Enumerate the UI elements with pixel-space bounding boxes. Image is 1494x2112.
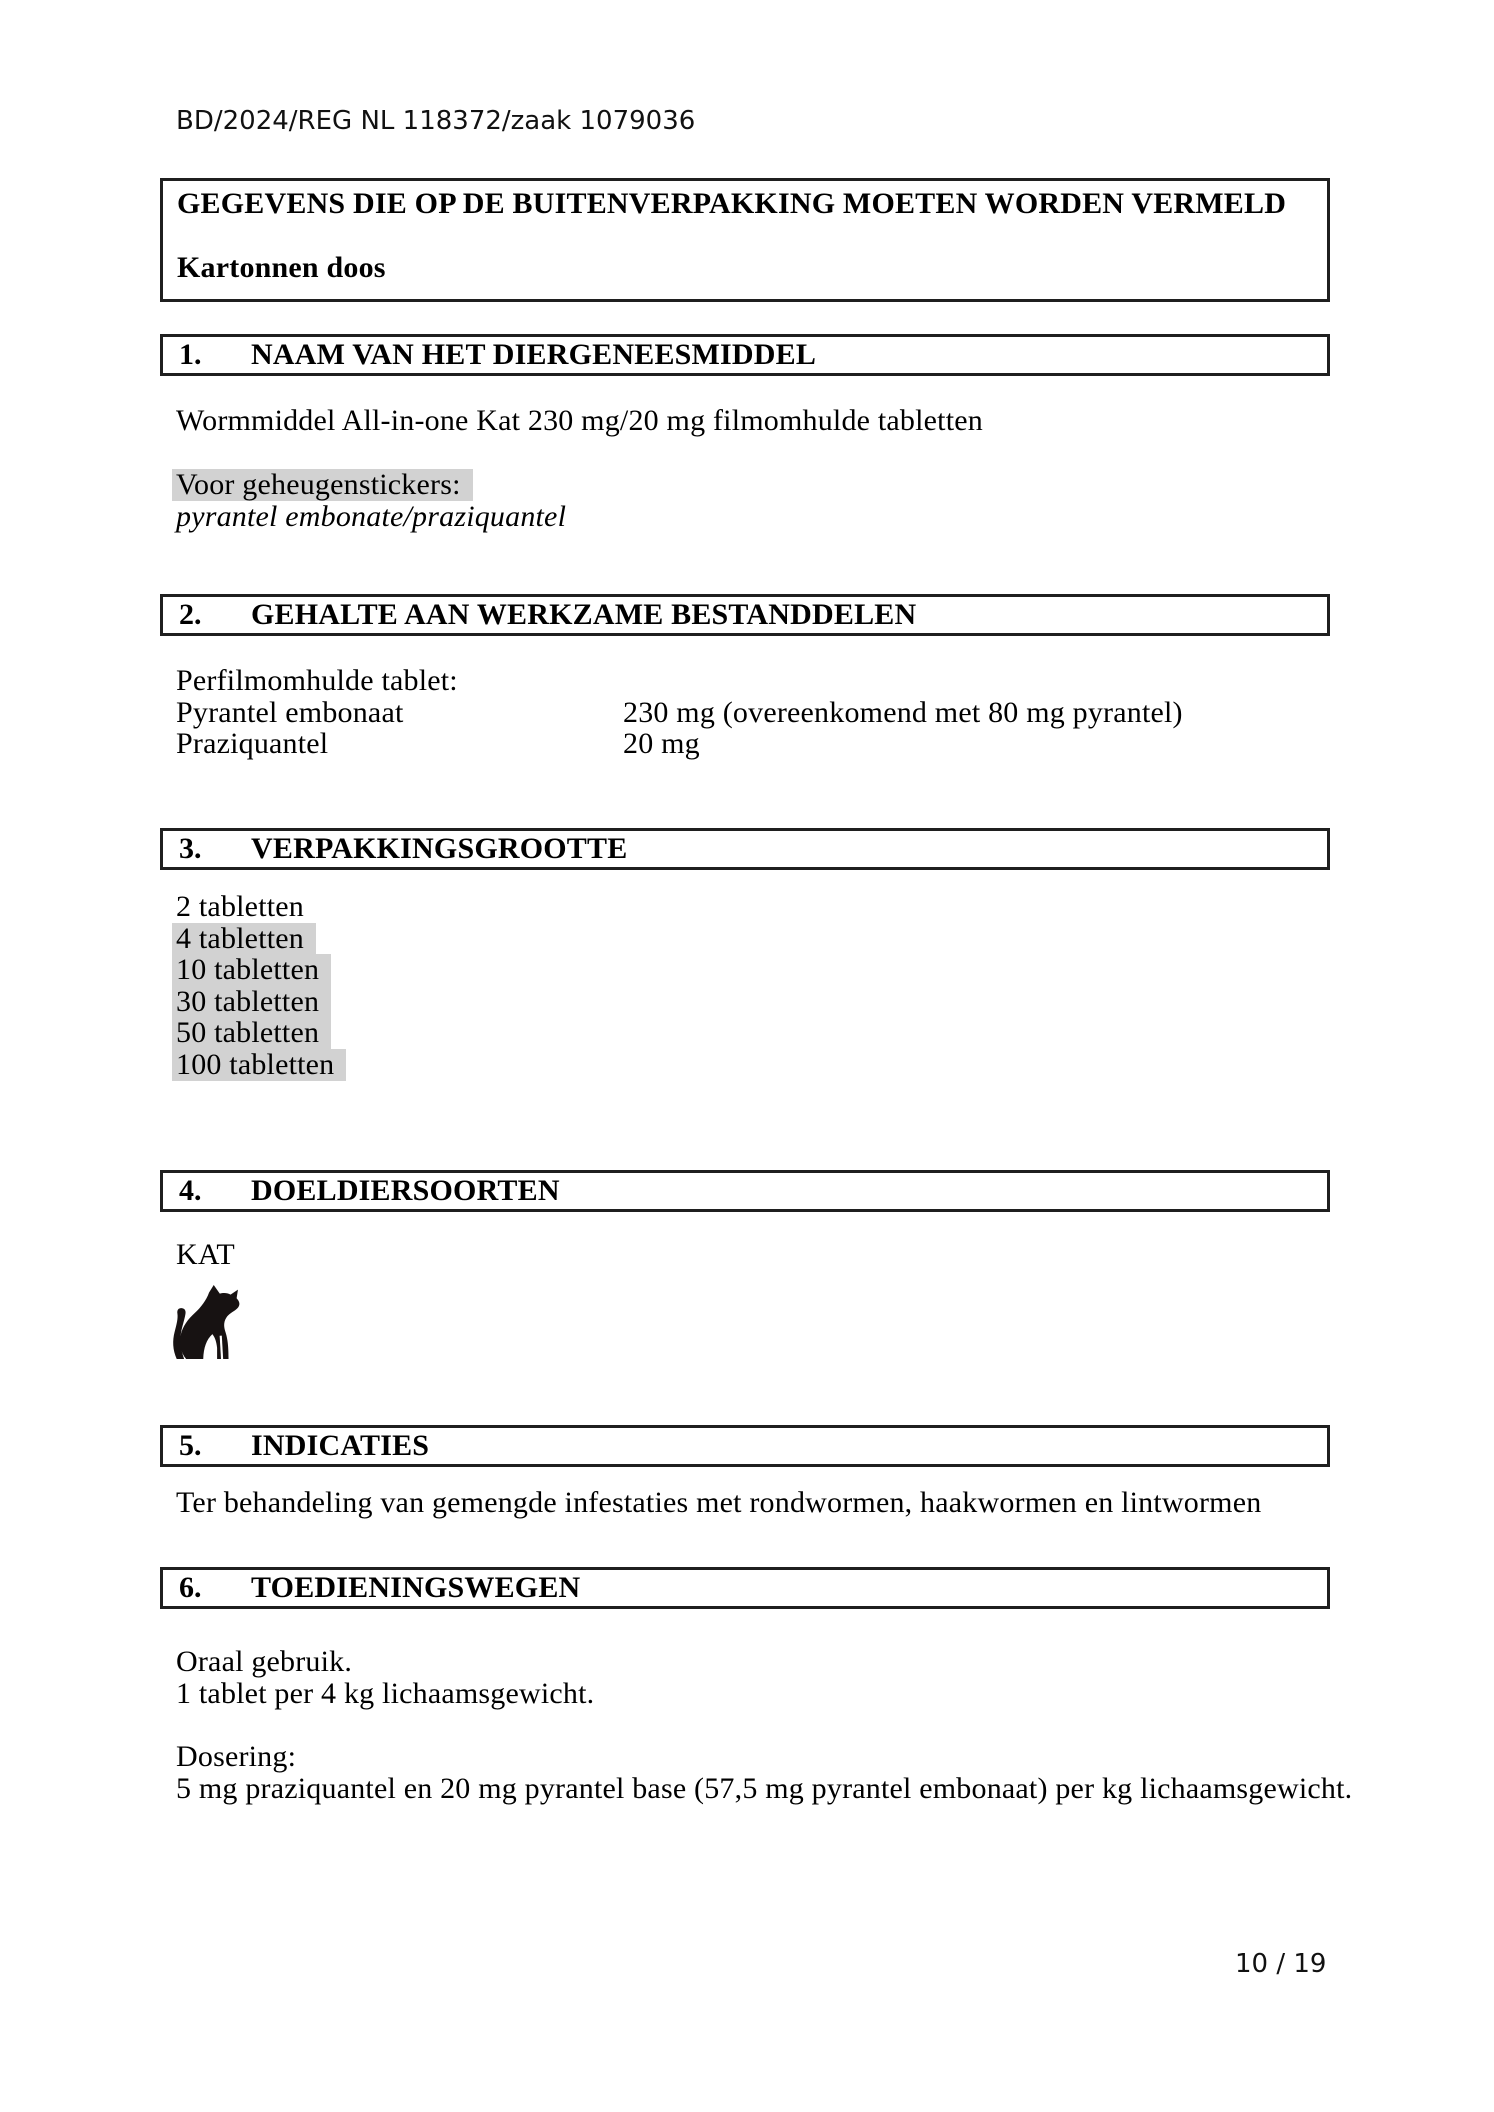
page-number: 10 / 19 (1235, 1949, 1327, 1979)
administration-block (176, 1646, 594, 1709)
administration-dose: 1 tablet per 4 kg lichaamsgewicht. (176, 1676, 595, 1710)
section-6-heading (160, 1567, 1330, 1609)
pack-size-item: 30 tabletten (176, 986, 346, 1018)
section-1-heading (160, 334, 1330, 376)
dosing-block (176, 1741, 1352, 1804)
sticker-label-highlight: Voor geheugenstickers: (172, 469, 473, 501)
composition-block (176, 665, 1183, 760)
substance-amount: 20 mg (623, 727, 700, 761)
composition-row (176, 728, 1183, 760)
section-number: 3. (179, 832, 202, 865)
dosing-text: 5 mg praziquantel en 20 mg pyrantel base (57,5 mg pyrantel embonaat) per kg lichaamsgewicht. (176, 1771, 1353, 1805)
composition-intro: Perfilmomhulde tablet: (176, 664, 458, 697)
target-species: KAT (176, 1238, 235, 1271)
active-substances: pyrantel embonate/praziquantel (176, 500, 567, 533)
section-5-heading (160, 1425, 1330, 1467)
section-number: 2. (179, 598, 202, 631)
dosing-label: Dosering: (176, 1740, 297, 1773)
section-number: 5. (179, 1429, 202, 1462)
section-title: VERPAKKINGSGROOTTE (251, 832, 628, 865)
section-number: 4. (179, 1174, 202, 1207)
section-title: GEHALTE AAN WERKZAME BESTANDDELEN (251, 598, 917, 631)
indications-text: Ter behandeling van gemengde infestaties met rondwormen, haakwormen en lintwormen (176, 1486, 1262, 1519)
section-4-heading (160, 1170, 1330, 1212)
section-title: INDICATIES (251, 1429, 430, 1462)
section-2-heading (160, 594, 1330, 636)
section-number: 6. (179, 1571, 202, 1604)
product-name: Wormmiddel All-in-one Kat 230 mg/20 mg filmomhulde tabletten (176, 404, 983, 437)
document-reference: BD/2024/REG NL 118372/zaak 1079036 (176, 106, 696, 136)
section-title: TOEDIENINGSWEGEN (251, 1571, 581, 1604)
cat-icon (172, 1283, 242, 1360)
section-3-heading (160, 828, 1330, 870)
title-box-heading: GEGEVENS DIE OP DE BUITENVERPAKKING MOETEN WORDEN VERMELD (177, 187, 1287, 220)
title-box-subheading: Kartonnen doos (177, 251, 386, 284)
substance-name: Praziquantel (176, 727, 329, 761)
pack-size-item: 2 tabletten (176, 890, 304, 923)
substance-amount: 230 mg (overeenkomend met 80 mg pyrantel) (623, 695, 1183, 729)
pack-size-item: 10 tabletten (176, 954, 346, 986)
substance-name: Pyrantel embonaat (176, 695, 404, 729)
pack-sizes-list (176, 891, 346, 1081)
composition-row (176, 697, 1183, 729)
pack-size-item: 4 tabletten (176, 923, 346, 955)
administration-route: Oraal gebruik. (176, 1645, 353, 1678)
pack-size-item: 50 tabletten (176, 1017, 346, 1049)
sticker-label-line (176, 469, 473, 501)
title-box (160, 178, 1330, 302)
pack-size-item: 100 tabletten (176, 1049, 346, 1081)
section-title: NAAM VAN HET DIERGENEESMIDDEL (251, 338, 817, 371)
section-title: DOELDIERSOORTEN (251, 1174, 560, 1207)
section-number: 1. (179, 338, 202, 371)
